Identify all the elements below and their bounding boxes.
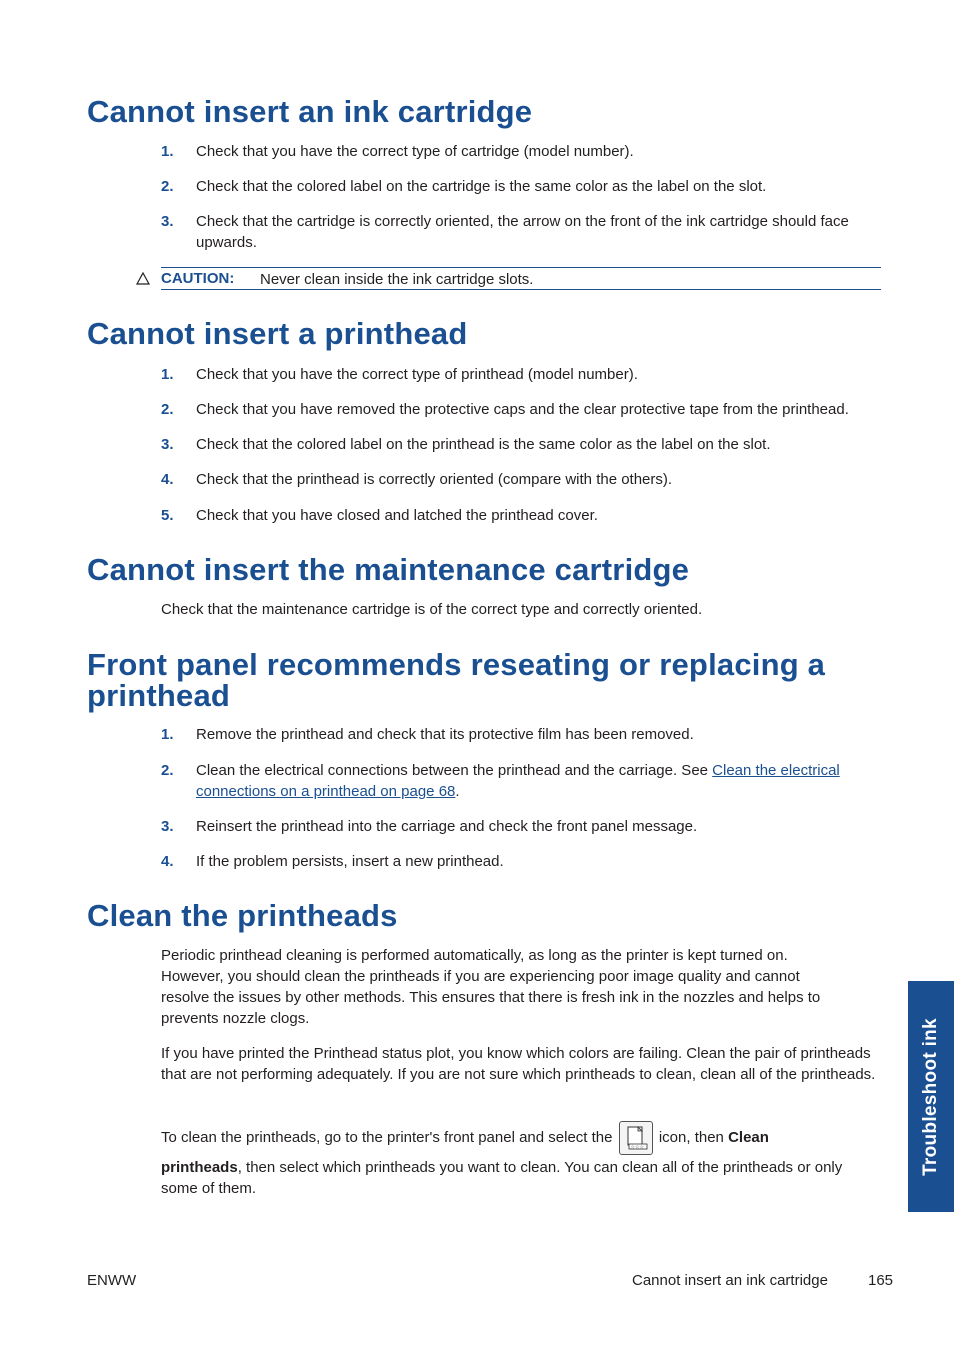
caution-bottom-rule [161, 289, 881, 290]
image-quality-maintenance-icon [619, 1121, 653, 1155]
clean-paragraph-3-line2 [161, 1157, 871, 1199]
step-text: Check that you have the correct type of printhead (model number). [196, 366, 638, 383]
footer-left: ENWW [87, 1272, 137, 1289]
clean-paragraph-1: Periodic printhead cleaning is performed automatically, as long as the printer is kept turned on. However, you should clean the printheads if you are experiencing poor image quality and cannot resolve the issues by other methods. This ensures that there is fresh ink in the nozzles and helps to prevents nozzle clogs. [161, 947, 821, 1027]
step-text: Remove the printhead and check that its protective film has been removed. [196, 726, 694, 743]
step-text-end: . [455, 783, 460, 800]
clean-electrical-link[interactable]: Clean the electrical [712, 762, 840, 779]
step-number: 3. [161, 818, 174, 835]
section-title-printhead: Cannot insert a printhead [87, 316, 468, 351]
footer-page-number: 165 [868, 1272, 894, 1289]
step-number: 2. [161, 762, 174, 779]
caution-top-rule [161, 267, 881, 268]
step-text: Check that the printhead is correctly oriented (compare with the others). [196, 471, 673, 488]
step-number: 4. [161, 471, 174, 488]
step-number: 1. [161, 366, 174, 383]
clean-paragraph-3-line1 [161, 1121, 876, 1155]
clean-paragraph-2: If you have printed the Printhead status plot, you know which colors are failing. Clean the pair of printheads that are not performing adequately. If you are not sure which printheads to clean, clean all of the printheads. [161, 1045, 876, 1083]
step-number: 3. [161, 436, 174, 453]
chapter-side-tab-label: Troubleshoot ink [920, 1017, 941, 1176]
clean-instruction-mid: icon, then [658, 1128, 724, 1146]
clean-instruction-end: , then select which printheads you want to clean. You can clean all of the printheads or only some of them. [161, 1159, 843, 1197]
step-text: Check that the colored label on the cartridge is the same color as the label on the slot. [196, 178, 767, 195]
clean-instruction-text: To clean the printheads, go to the printer's front panel and select the [161, 1128, 613, 1146]
step-number: 1. [161, 143, 174, 160]
step-text: If the problem persists, insert a new printhead. [196, 853, 504, 870]
chapter-side-tab [908, 981, 954, 1212]
step-text: Check that the cartridge is correctly oriented, the arrow on the front of the ink cartridge should face upwards. [196, 213, 849, 251]
section-title-reseat-line1: Front panel recommends reseating or replacing a [87, 647, 826, 682]
step-text: Reinsert the printhead into the carriage and check the front panel message. [196, 818, 698, 835]
section-title-clean: Clean the printheads [87, 898, 398, 933]
clean-menu-word: Clean [728, 1128, 769, 1146]
caution-text: Never clean inside the ink cartridge slots. [260, 271, 534, 288]
step-number: 2. [161, 401, 174, 418]
step-text: Check that you have removed the protective caps and the clear protective tape from the printhead. [196, 401, 849, 418]
step-number: 4. [161, 853, 174, 870]
step-number: 5. [161, 507, 174, 524]
step-number: 2. [161, 178, 174, 195]
clean-electrical-link-cont[interactable]: connections on a printhead on page 68 [196, 783, 456, 800]
maintenance-text: Check that the maintenance cartridge is of the correct type and correctly oriented. [161, 601, 703, 618]
step-text: Check that you have closed and latched the printhead cover. [196, 507, 598, 524]
step-number: 3. [161, 213, 174, 230]
caution-label: CAUTION: [161, 270, 235, 287]
step-text: Clean the electrical connections between the printhead and the carriage. See [196, 762, 713, 779]
step-number: 1. [161, 726, 174, 743]
section-title-maintenance: Cannot insert the maintenance cartridge [87, 552, 690, 587]
caution-triangle-icon [136, 272, 150, 285]
section-title-reseat-line2: printhead [87, 678, 231, 713]
section-title-cartridge: Cannot insert an ink cartridge [87, 94, 533, 129]
step-text-with-link [196, 760, 881, 802]
svg-text:☆☆☆: ☆☆☆ [630, 1144, 644, 1151]
clean-printheads-option: printheads [161, 1159, 238, 1176]
step-text: Check that you have the correct type of cartridge (model number). [196, 143, 634, 160]
step-text: Check that the colored label on the printhead is the same color as the label on the slot. [196, 436, 771, 453]
footer-section: Cannot insert an ink cartridge [632, 1272, 828, 1289]
